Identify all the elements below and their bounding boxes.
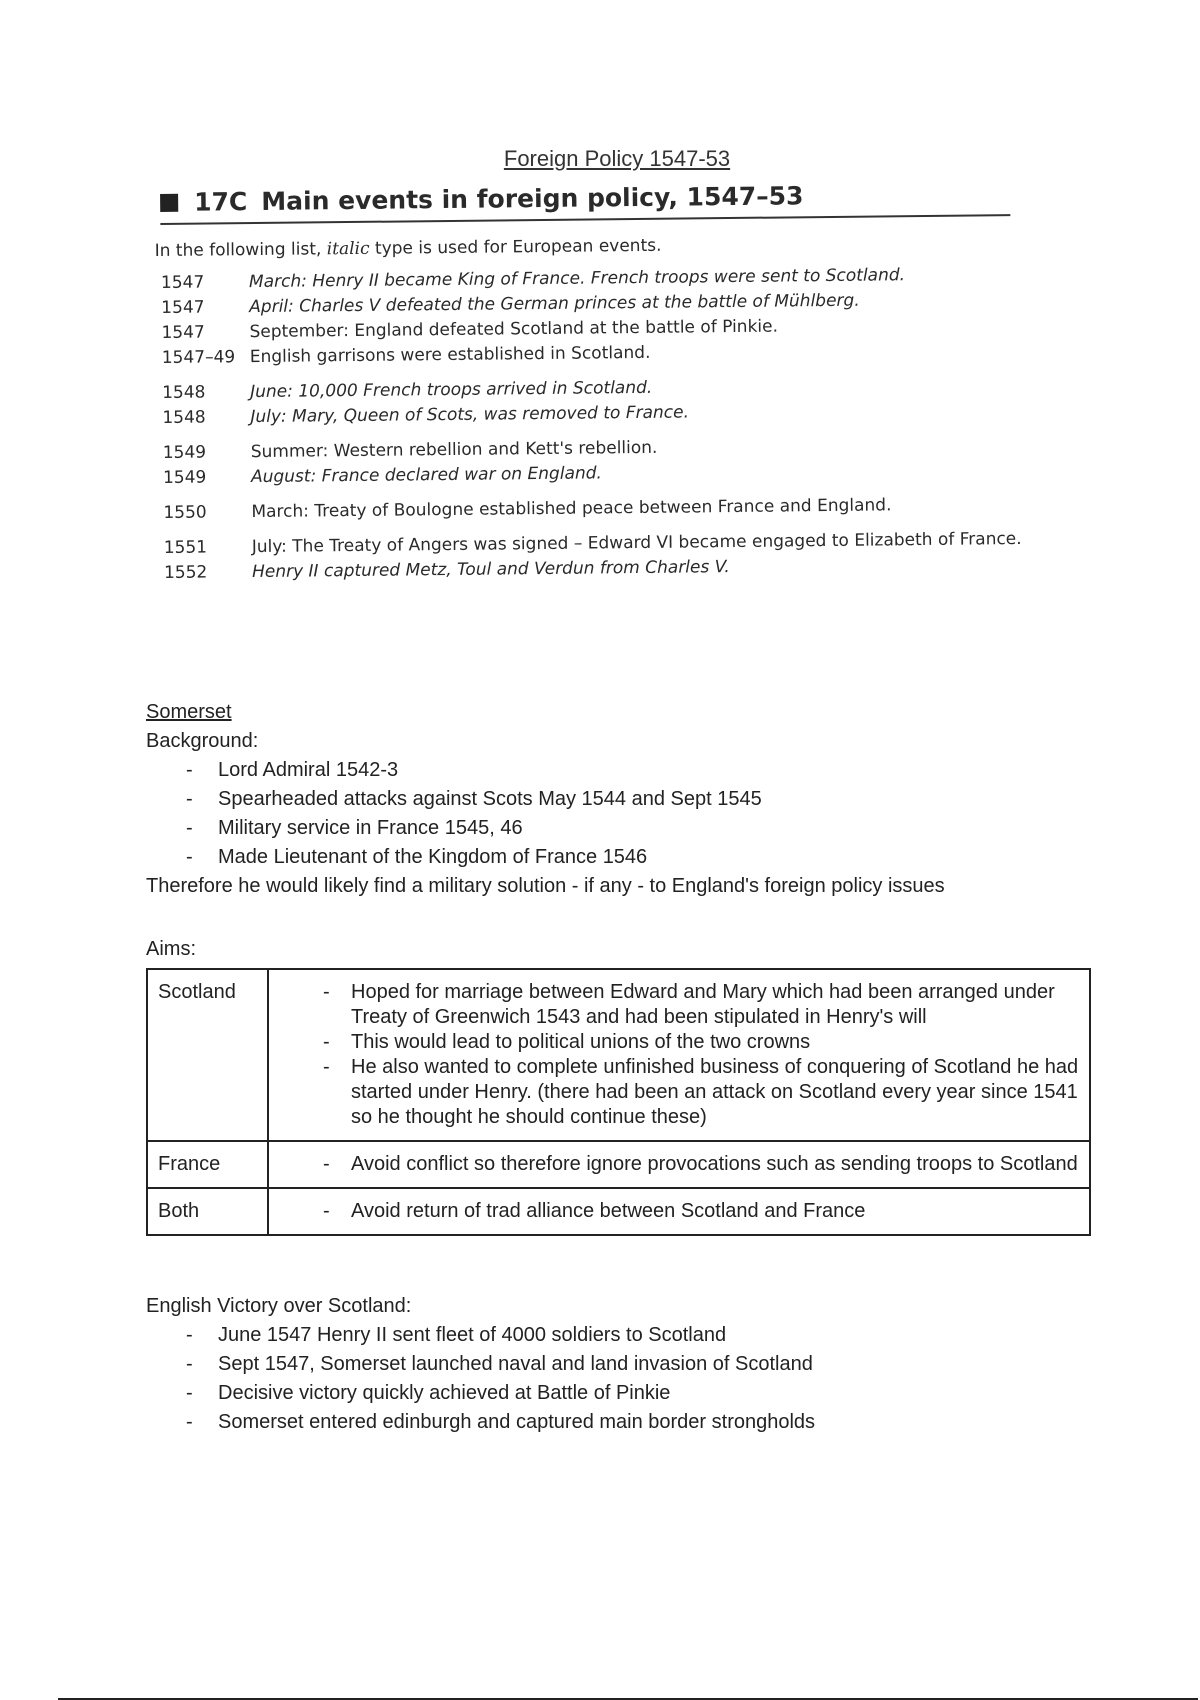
event-group xyxy=(163,432,1023,491)
list-item: - Military service in France 1545, 46 xyxy=(146,814,1126,843)
list-item: - Avoid conflict so therefore ignore provocations such as sending troops to Scotland xyxy=(279,1152,1079,1177)
victory-section xyxy=(146,1292,1126,1437)
aims-label: Aims: xyxy=(146,938,196,960)
event-group xyxy=(163,492,1023,526)
list-item: - Lord Admiral 1542-3 xyxy=(146,756,1126,785)
event-text: March: Henry II became King of France. French troops were sent to Scotland. xyxy=(248,265,906,293)
aims-table xyxy=(146,968,1091,1236)
event-year: 1548 xyxy=(162,382,206,403)
event-year: 1549 xyxy=(162,467,207,488)
table-row xyxy=(147,1141,1090,1188)
event-row xyxy=(163,492,1023,526)
event-year: 1549 xyxy=(162,442,207,463)
aim-details xyxy=(268,1188,1090,1235)
event-group xyxy=(164,527,1024,586)
background-label: Background: xyxy=(146,730,259,752)
excerpt-code: 17C xyxy=(193,187,248,217)
background-list xyxy=(146,756,1126,872)
excerpt-intro xyxy=(155,232,1021,261)
victory-list xyxy=(146,1321,1126,1437)
list-item: - Spearheaded attacks against Scots May 1544 and Sept 1545 xyxy=(146,785,1126,814)
event-text: August: France declared war on England. xyxy=(250,463,603,488)
event-year: 1547–49 xyxy=(161,347,236,368)
background-conclusion: Therefore he would likely find a military solution - if any - to England's foreign policy issues xyxy=(146,875,945,897)
event-list xyxy=(161,262,1024,586)
event-text: July: Mary, Queen of Scots, was removed to France. xyxy=(250,402,690,428)
aim-label: Scotland xyxy=(147,969,268,1141)
event-text: Summer: Western rebellion and Kett's rebellion. xyxy=(250,437,658,463)
list-item: - Avoid return of trad alliance between Scotland and France xyxy=(279,1199,1079,1224)
list-item: - This would lead to political unions of the two crowns xyxy=(279,1030,1079,1055)
intro-text-after: type is used for European events. xyxy=(374,235,662,259)
event-text: September: England defeated Scotland at the battle of Pinkie. xyxy=(249,316,779,343)
intro-italic-word: italic xyxy=(326,238,370,260)
event-text: April: Charles V defeated the German princes at the battle of Mühlberg. xyxy=(249,290,860,318)
event-text: March: Treaty of Boulogne established peace between France and England. xyxy=(251,495,892,523)
list-item: - Somerset entered edinburgh and captured main border strongholds xyxy=(146,1408,1126,1437)
list-item: - Decisive victory quickly achieved at Battle of Pinkie xyxy=(146,1379,1126,1408)
excerpt-title: Main events in foreign policy, 1547–53 xyxy=(261,181,804,216)
event-group xyxy=(162,372,1022,431)
square-bullet-icon xyxy=(160,193,178,211)
list-item: - Made Lieutenant of the Kingdom of France 1546 xyxy=(146,843,1126,872)
event-year: 1552 xyxy=(163,562,208,583)
table-row xyxy=(147,969,1090,1141)
event-text: June: 10,000 French troops arrived in Scotland. xyxy=(250,377,653,403)
event-year: 1548 xyxy=(162,407,206,428)
somerset-section xyxy=(146,698,1126,901)
somerset-heading: Somerset xyxy=(146,701,232,723)
event-text: Henry II captured Metz, Toul and Verdun from Charles V. xyxy=(251,557,730,583)
table-row xyxy=(147,1188,1090,1235)
page-title: Foreign Policy 1547-53 xyxy=(503,146,731,171)
victory-heading: English Victory over Scotland: xyxy=(146,1295,412,1317)
aim-label: Both xyxy=(147,1188,268,1235)
textbook-excerpt xyxy=(154,179,1024,586)
list-item: - June 1547 Henry II sent fleet of 4000 soldiers to Scotland xyxy=(146,1321,1126,1350)
event-year: 1547 xyxy=(161,322,205,343)
event-year: 1551 xyxy=(163,537,208,558)
list-item: - Sept 1547, Somerset launched naval and land invasion of Scotland xyxy=(146,1350,1126,1379)
list-item: - He also wanted to complete unfinished business of conquering of Scotland he had started under Henry. (there had been an attack on Scotland every year since 1541 so he thought he should continue these) xyxy=(279,1055,1079,1130)
excerpt-heading xyxy=(160,179,1010,225)
aim-details xyxy=(268,969,1090,1141)
event-text: English garrisons were established in Scotland. xyxy=(249,342,651,368)
list-item: - Hoped for marriage between Edward and Mary which had been arranged under Treaty of Greenwich 1543 and had been stipulated in Henry's will xyxy=(279,980,1079,1030)
aim-label: France xyxy=(147,1141,268,1188)
intro-text-before: In the following list, xyxy=(154,239,322,262)
aim-details xyxy=(268,1141,1090,1188)
event-year: 1547 xyxy=(160,272,205,293)
event-group xyxy=(161,262,1022,371)
event-year: 1547 xyxy=(161,297,205,318)
event-text: July: The Treaty of Angers was signed – Edward VI became engaged to Elizabeth of France. xyxy=(251,528,1022,558)
event-year: 1550 xyxy=(163,502,207,523)
